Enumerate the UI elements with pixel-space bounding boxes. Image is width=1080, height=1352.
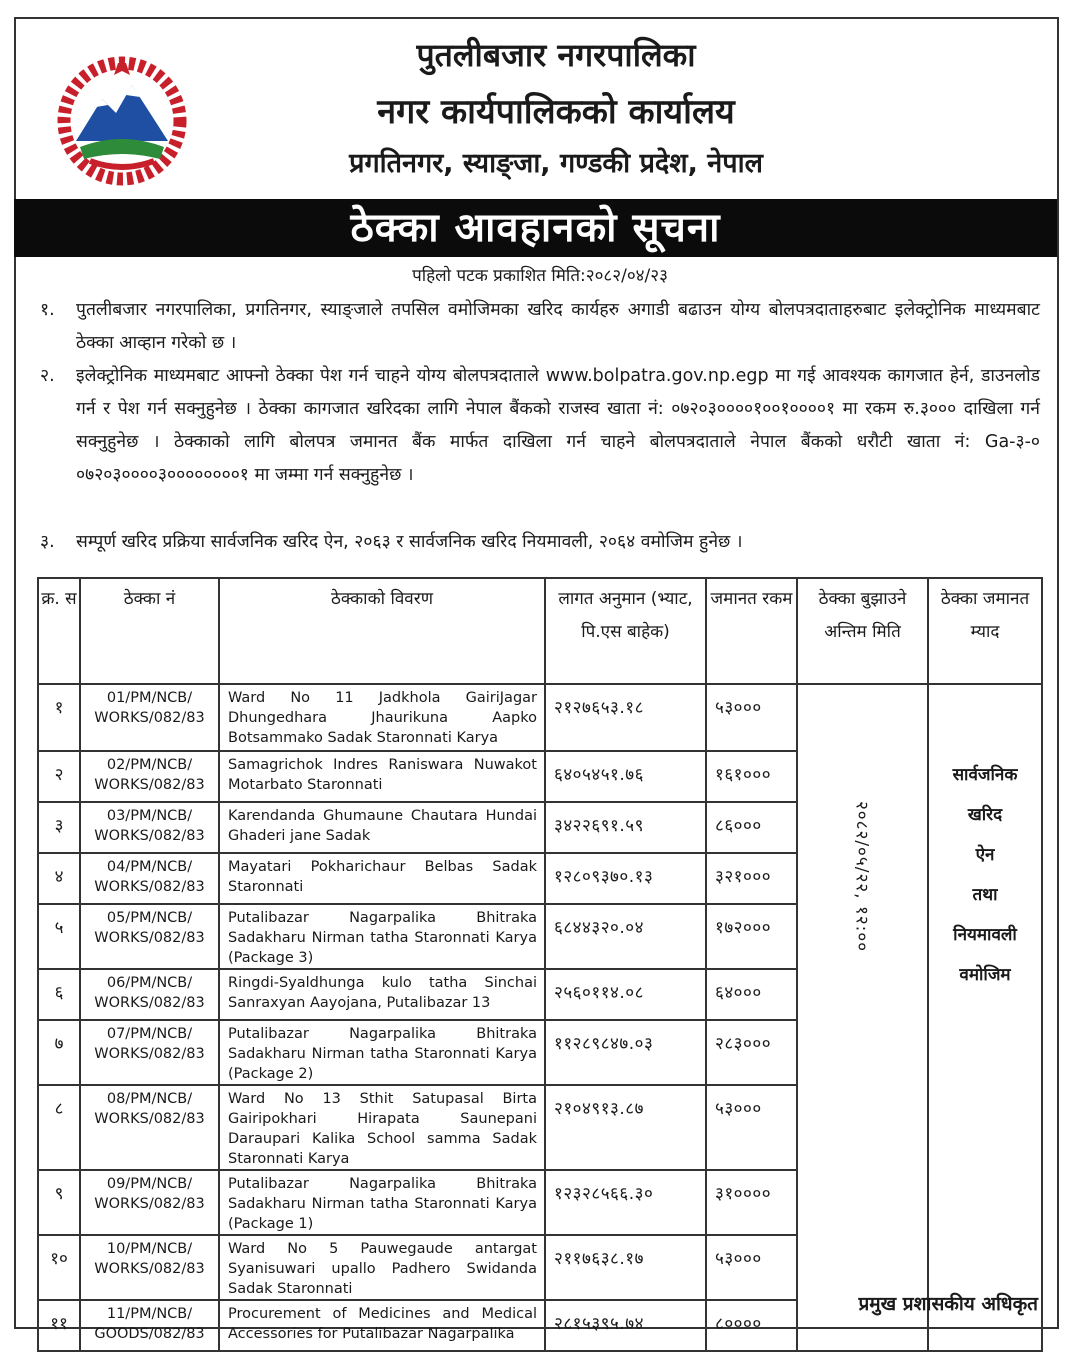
paragraph-text: पुतलीबजार नगरपालिका, प्रगतिनगर, स्याङ्जाले तपसिल वमोजिमका खरिद कार्यहरु अगाडी बढाउन योग्य बोलपत्रदाताहरुबाट इलेक्ट्रोनिक माध्यमबाट ठेक्का आव्हान गरेको छ । — [76, 300, 1040, 353]
contract-no-line: 04/PM/NCB/ — [106, 859, 193, 875]
deadline-value: २०८२/०५/२२, १२:०० — [851, 800, 871, 953]
cell-cost-estimate: २८१५३९५.७४ — [545, 1300, 706, 1351]
paragraph-number: ३. — [40, 532, 55, 552]
cell-security-amount: ५३००० — [706, 684, 797, 751]
cell-serial: ५ — [38, 904, 80, 969]
contract-no-line: WORKS/082/83 — [94, 1111, 205, 1127]
cell-serial: २ — [38, 751, 80, 802]
publication-date: पहिलो पटक प्रकाशित मिति:२०८२/०४/२३ — [412, 266, 668, 286]
table-header-row — [38, 578, 1042, 684]
office-name: नगर कार्यपालिकको कार्यालय — [377, 92, 735, 132]
validity-line: नियमावली — [953, 925, 1017, 945]
cell-security-amount: ८६००० — [706, 802, 797, 853]
notice-title-banner: ठेक्का आवहानको सूचना — [14, 199, 1057, 257]
cell-contract-no — [80, 751, 219, 802]
header-description: ठेक्काको विवरण — [219, 578, 545, 684]
paragraph-number: १. — [40, 300, 55, 320]
office-address: प्रगतिनगर, स्याङ्जा, गण्डकी प्रदेश, नेपाल — [349, 148, 763, 179]
cell-serial: ६ — [38, 969, 80, 1020]
cell-cost-estimate: ६४०५४५१.७६ — [545, 751, 706, 802]
nepal-emblem-icon — [56, 55, 188, 187]
contract-no-line: WORKS/082/83 — [94, 710, 205, 726]
cell-description: Mayatari Pokharichaur Belbas Sadak Staronnati — [219, 853, 545, 904]
table-row — [38, 684, 1042, 751]
contract-no-line: 03/PM/NCB/ — [106, 808, 193, 824]
cell-serial: ४ — [38, 853, 80, 904]
cell-cost-estimate: २१२७६५३.१८ — [545, 684, 706, 751]
paragraph-2 — [40, 360, 1040, 530]
cell-contract-no — [80, 1235, 219, 1300]
cell-cost-estimate: २११७६३८.१७ — [545, 1235, 706, 1300]
header-security-amount: जमानत रकम — [706, 578, 797, 684]
cell-description: Ward No 13 Sthit Satupasal Birta Gairipokhari Hirapata Saunepani Daraupari Kalika School samma Sadak Staronnati Karya — [219, 1085, 545, 1170]
contract-no-line: 09/PM/NCB/ — [106, 1176, 193, 1192]
cell-serial: ७ — [38, 1020, 80, 1085]
cell-contract-no — [80, 1020, 219, 1085]
contract-no-line: WORKS/082/83 — [94, 777, 205, 793]
cell-contract-no — [80, 802, 219, 853]
cell-security-validity-merged — [928, 684, 1042, 1351]
cell-cost-estimate: ६८४४३२०.०४ — [545, 904, 706, 969]
cell-description: Samagrichok Indres Raniswara Nuwakot Motarbato Staronnati — [219, 751, 545, 802]
contract-no-line: 08/PM/NCB/ — [106, 1091, 193, 1107]
paragraph-text: इलेक्ट्रोनिक माध्यमबाट आफ्नो ठेक्का पेश गर्न चाहने योग्य बोलपत्रदाताले www.bolpatra.gov.np.egp मा गई आवश्यक कागजात हेर्न, डाउनलोड गर्न र पेश गर्न सक्नुहुनेछ । ठेक्का कागजात खरिदका लागि नेपाल बैंकको राजस्व खाता नं: ०७२०३००००१००१००००१ मा रकम रु.३००० दाखिला गर्न सक्नुहुनेछ । ठेक्काको लागि बोलपत्र जमानत बैंक मार्फत दाखिला गर्न चाहने बोलपत्रदाताले नेपाल बैंकको धरौटी खाता नं: Ga-३-० ०७२०३००००३००००००००१ मा जम्मा गर्न सक्नुहुनेछ । — [76, 366, 1040, 485]
cell-contract-no — [80, 1170, 219, 1235]
cell-description: Karendanda Ghumaune Chautara Hundai Ghaderi jane Sadak — [219, 802, 545, 853]
contract-no-line: GOODS/082/83 — [94, 1326, 205, 1342]
cell-description: Ward No 11 Jadkhola GairiJagar Dhungedhara Jhaurikuna Aapko Botsammako Sadak Staronnati Karya — [219, 684, 545, 751]
contract-no-line: 05/PM/NCB/ — [106, 910, 193, 926]
contract-no-line: WORKS/082/83 — [94, 879, 205, 895]
contract-no-line: 10/PM/NCB/ — [106, 1241, 193, 1257]
table-body — [38, 684, 1042, 1351]
cell-cost-estimate: ११२८९८४७.०३ — [545, 1020, 706, 1085]
cell-security-amount: ३१०००० — [706, 1170, 797, 1235]
contract-no-line: 11/PM/NCB/ — [106, 1306, 193, 1322]
cell-description: Putalibazar Nagarpalika Bhitraka Sadakharu Nirman tatha Staronnati Karya (Package 1) — [219, 1170, 545, 1235]
header-cost-estimate: लागत अनुमान (भ्याट, पि.एस बाहेक) — [545, 578, 706, 684]
paragraph-number: २. — [40, 366, 55, 386]
contract-no-line: 06/PM/NCB/ — [106, 975, 193, 991]
cell-contract-no — [80, 1300, 219, 1351]
contract-no-line: WORKS/082/83 — [94, 995, 205, 1011]
cell-cost-estimate: ३४२२६९१.५९ — [545, 802, 706, 853]
cell-description: Putalibazar Nagarpalika Bhitraka Sadakharu Nirman tatha Staronnati Karya (Package 3) — [219, 904, 545, 969]
cell-deadline-merged — [797, 684, 928, 1351]
cell-serial: ८ — [38, 1085, 80, 1170]
cell-serial: ९ — [38, 1170, 80, 1235]
cell-description: Ward No 5 Pauwegaude antargat Syanisuwari upallo Padhero Swidanda Sadak Staronnati — [219, 1235, 545, 1300]
cell-contract-no — [80, 1085, 219, 1170]
validity-line: खरिद — [967, 805, 1003, 825]
cell-serial: ११ — [38, 1300, 80, 1351]
cell-cost-estimate: २१०४९१३.८७ — [545, 1085, 706, 1170]
validity-line: सार्वजनिक — [952, 765, 1018, 785]
cell-cost-estimate: १२३२८५६६.३० — [545, 1170, 706, 1235]
cell-security-amount: ५३००० — [706, 1085, 797, 1170]
cell-serial: १ — [38, 684, 80, 751]
municipality-name: पुतलीबजार नगरपालिका — [416, 36, 696, 74]
paragraph-3 — [40, 526, 1040, 566]
header-deadline: ठेक्का बुझाउने अन्तिम मिति — [797, 578, 928, 684]
cell-description: Procurement of Medicines and Medical Accessories for Putalibazar Nagarpalika — [219, 1300, 545, 1351]
validity-line: ऐन — [975, 845, 995, 865]
cell-cost-estimate: २५६०११४.०८ — [545, 969, 706, 1020]
contract-no-line: WORKS/082/83 — [94, 1046, 205, 1062]
header-serial: क्र. स — [38, 578, 80, 684]
cell-contract-no — [80, 904, 219, 969]
letterhead — [16, 19, 1057, 199]
paragraph-text: सम्पूर्ण खरिद प्रक्रिया सार्वजनिक खरिद ऐन, २०६३ र सार्वजनिक खरिद नियमावली, २०६४ वमोजिम हुनेछ । — [76, 532, 743, 552]
cell-serial: १० — [38, 1235, 80, 1300]
cell-cost-estimate: १२८०९३७०.१३ — [545, 853, 706, 904]
contract-no-line: 07/PM/NCB/ — [106, 1026, 193, 1042]
cell-security-amount: ६४००० — [706, 969, 797, 1020]
validity-line: तथा — [972, 885, 998, 905]
contract-no-line: WORKS/082/83 — [94, 930, 205, 946]
validity-line: वमोजिम — [959, 965, 1011, 985]
cell-security-amount: २८३००० — [706, 1020, 797, 1085]
cell-description: Putalibazar Nagarpalika Bhitraka Sadakharu Nirman tatha Staronnati Karya (Package 2) — [219, 1020, 545, 1085]
contract-no-line: WORKS/082/83 — [94, 828, 205, 844]
cell-contract-no — [80, 969, 219, 1020]
contract-no-line: 02/PM/NCB/ — [106, 757, 193, 773]
tender-table — [37, 577, 1043, 1352]
cell-security-amount: १७२००० — [706, 904, 797, 969]
contract-no-line: WORKS/082/83 — [94, 1196, 205, 1212]
header-contract-no: ठेक्का नं — [80, 578, 219, 684]
cell-contract-no — [80, 853, 219, 904]
cell-security-amount: ५३००० — [706, 1235, 797, 1300]
cell-security-amount: १६१००० — [706, 751, 797, 802]
cell-security-amount: ३२१००० — [706, 853, 797, 904]
signatory-title: प्रमुख प्रशासकीय अधिकृत — [858, 1293, 1038, 1315]
cell-security-amount: ८०००० — [706, 1300, 797, 1351]
contract-no-line: 01/PM/NCB/ — [106, 690, 193, 706]
contract-no-line: WORKS/082/83 — [94, 1261, 205, 1277]
cell-serial: ३ — [38, 802, 80, 853]
cell-contract-no — [80, 684, 219, 751]
paragraph-1 — [40, 294, 1040, 364]
header-security-validity: ठेक्का जमानत म्याद — [928, 578, 1042, 684]
cell-description: Ringdi-Syaldhunga kulo tatha Sinchai Sanraxyan Aayojana, Putalibazar 13 — [219, 969, 545, 1020]
